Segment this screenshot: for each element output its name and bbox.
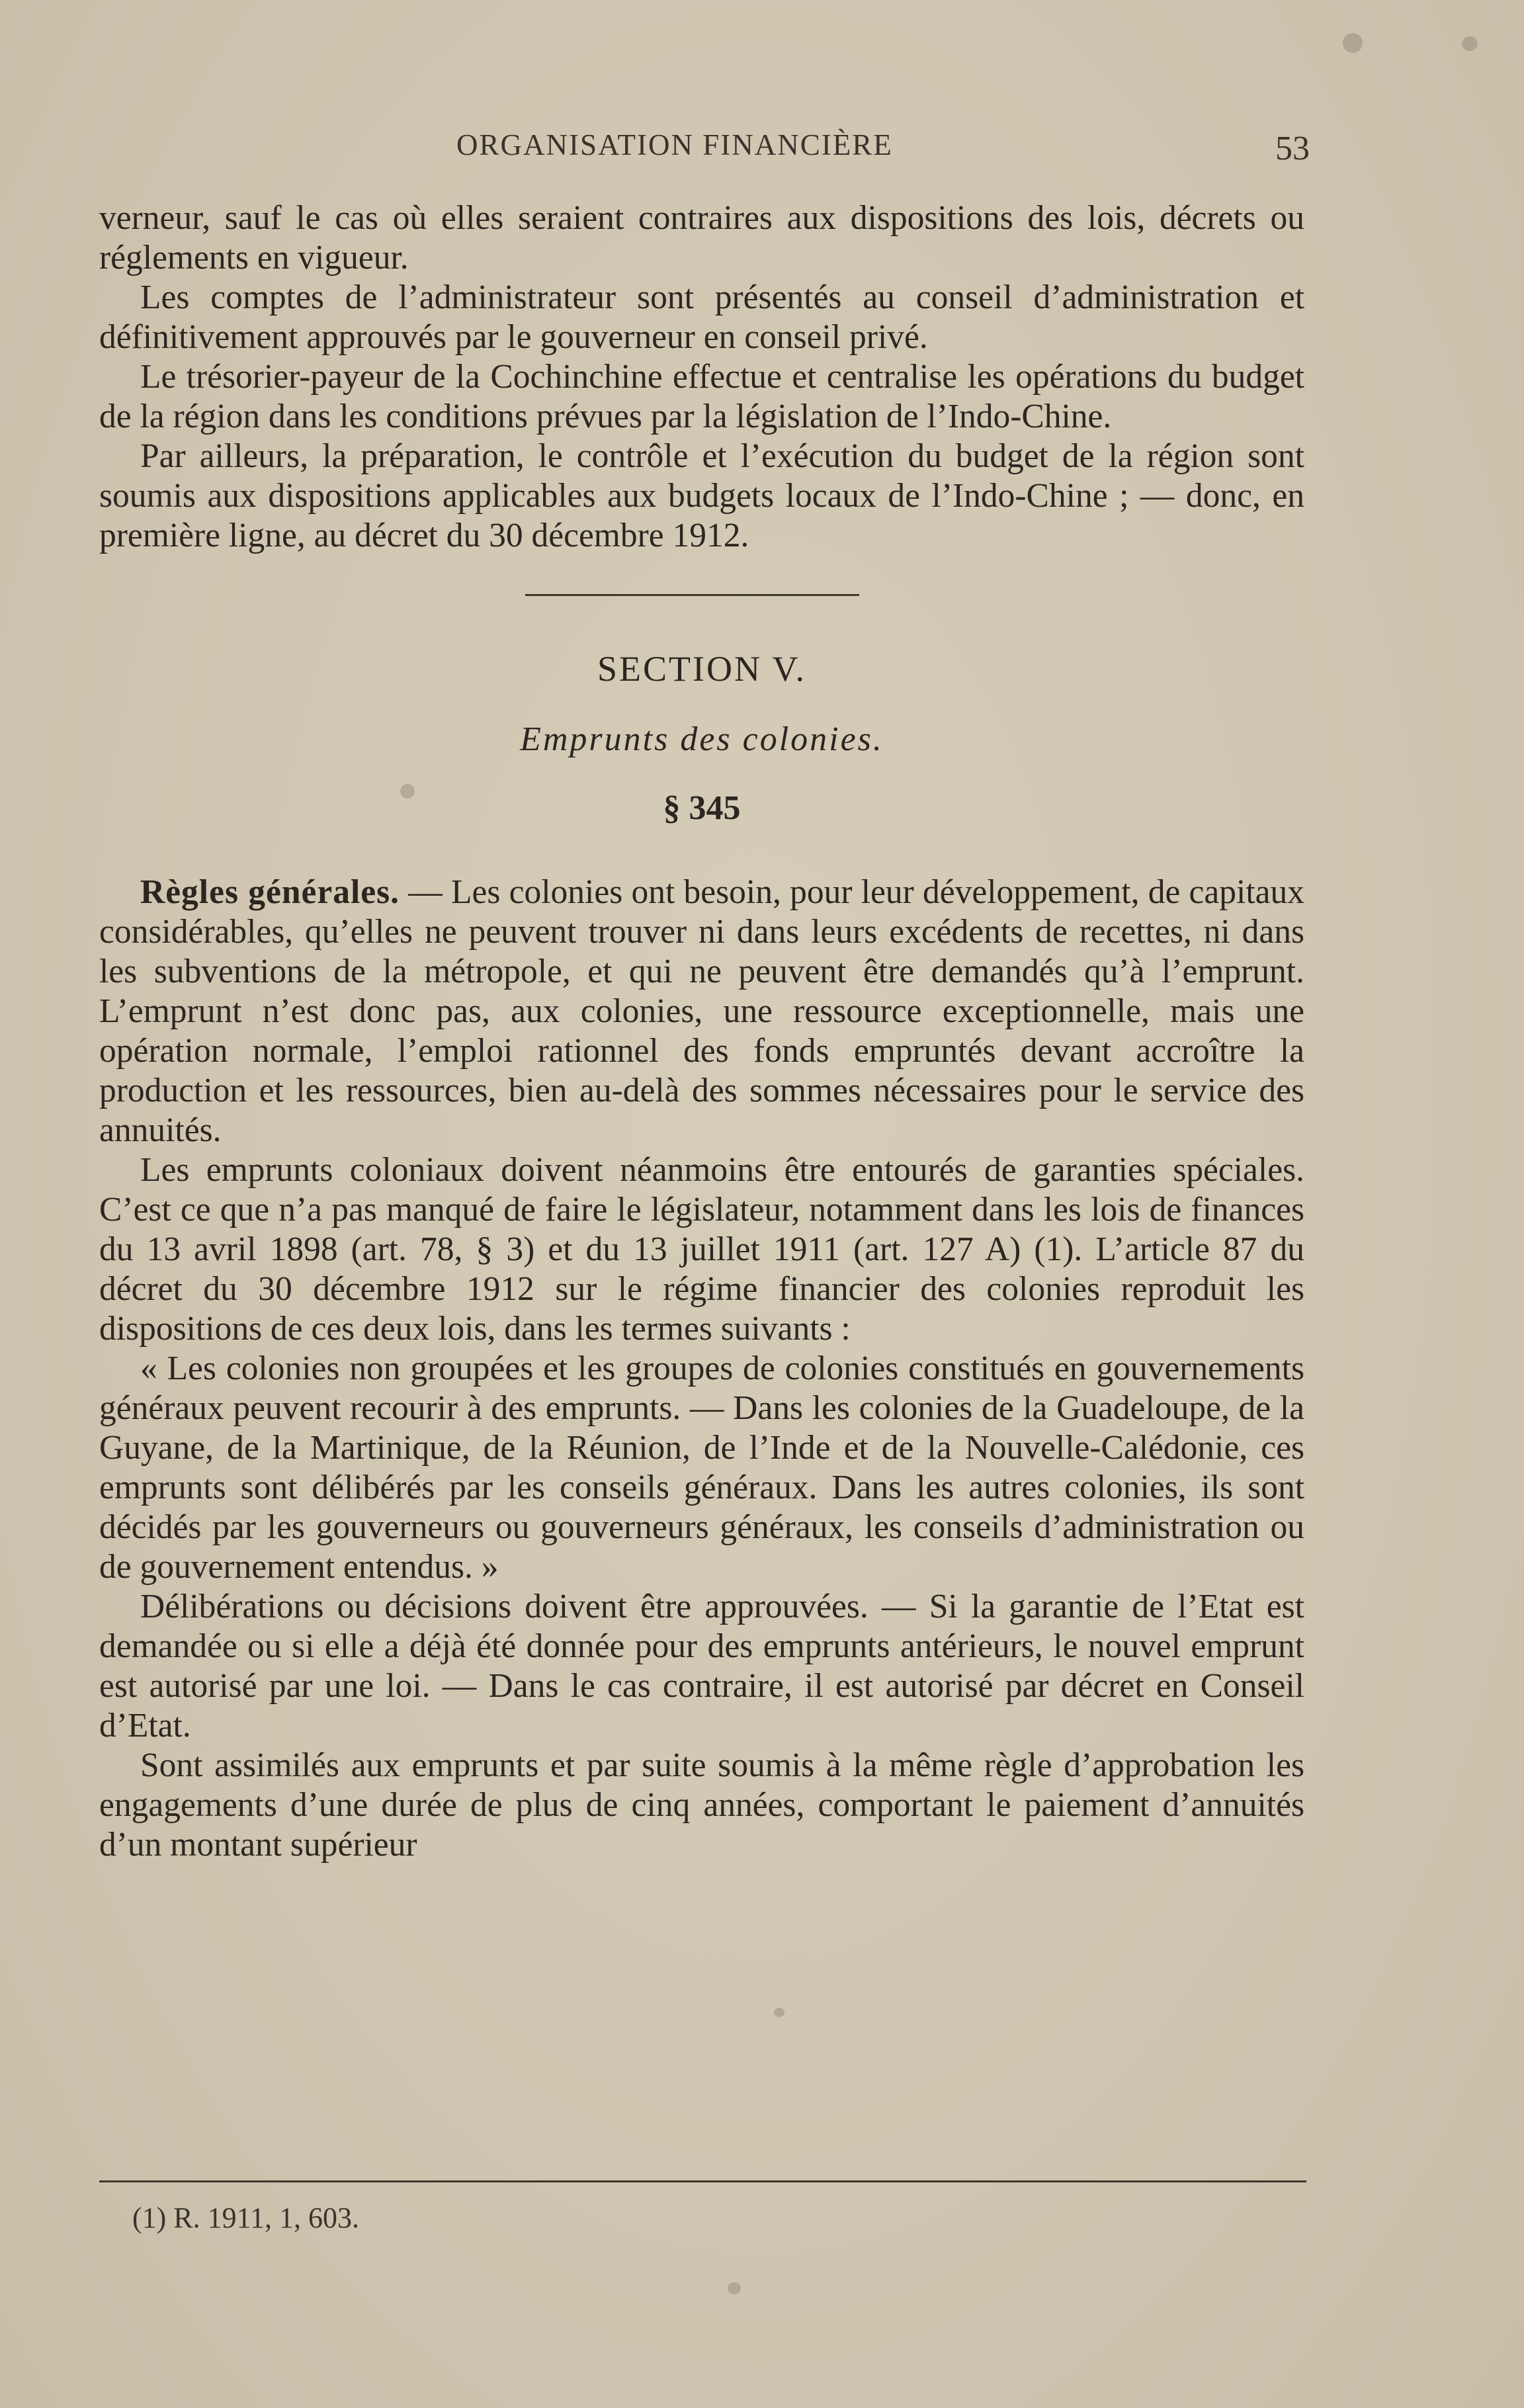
paragraph-number: § 345 (663, 789, 741, 827)
paragraph: Le trésorier-payeur de la Cochinchine effectue et centralise les opérations du budget de la région dans les conditions prévues par la législation de l’Indo-Chine. (99, 358, 1304, 435)
section-divider (525, 594, 859, 596)
paragraph: Les comptes de l’administrateur sont présentés au conseil d’administration et définitivement approuvés par le gouverneur en conseil privé. (99, 279, 1304, 356)
running-title: ORGANISATION FINANCIÈRE (456, 128, 893, 161)
paragraph: Sont assimilés aux emprunts et par suite soumis à la même règle d’approbation les engagements d’une durée de plus de cinq années, comportant le paiement d’annuités d’un montant supérieur (99, 1746, 1304, 1864)
section-title: SECTION V. (597, 649, 807, 689)
paragraph (99, 873, 1304, 1150)
paper-speck (728, 2282, 741, 2294)
footnote-divider (99, 2180, 1306, 2182)
page-header (456, 122, 1310, 175)
paragraph: Délibérations ou décisions doivent être approuvées. — Si la garantie de l’Etat est demandée ou si elle a déjà été donnée pour des emprunts antérieurs, le nouvel emprunt est autorisé par une loi. — Dans le cas contraire, il est autorisé par décret en Conseil d’Etat. (99, 1588, 1304, 1744)
paragraph-text: — Les colonies ont besoin, pour leur développement, de capitaux considérables, qu’elles ne peuvent trouver ni dans leurs excédents de recettes, ni dans les subventions de la métropole, et qui ne peuvent être demandés qu’à l’emprunt. L’emprunt n’est donc pas, aux colonies, une ressource exceptionnelle, mais une opération normale, l’emploi rationnel des fonds empruntés devant accroître la production et les ressources, bien au-delà des sommes nécessaires pour le service des annuités. (99, 873, 1305, 1149)
page-number: 53 (1275, 130, 1310, 167)
page-body (99, 198, 1304, 1865)
paragraph: verneur, sauf le cas où elles seraient contraires aux dispositions des lois, décrets ou réglements en vigueur. (99, 199, 1304, 277)
paper-speck (1462, 36, 1478, 51)
section-subtitle: Emprunts des colonies. (520, 720, 884, 758)
paragraph-lead: Règles générales. (140, 873, 400, 911)
paragraph: Par ailleurs, la préparation, le contrôle et l’exécution du budget de la région sont soumis aux dispositions applicables aux budgets locaux de l’Indo-Chine ; — donc, en première ligne, au décret du 30 décembre 1912. (99, 437, 1304, 554)
paragraph: Les emprunts coloniaux doivent néanmoins être entourés de garanties spéciales. C’est ce que n’a pas manqué de faire le législateur, notamment dans les lois de finances du 13 avril 1898 (art. 78, § 3) et du 13 juillet 1911 (art. 127 A) (1). L’article 87 du décret du 30 décembre 1912 sur le régime financier des colonies reproduit les dispositions de ces deux lois, dans les termes suivants : (99, 1151, 1304, 1348)
footnote: (1) R. 1911, 1, 603. (132, 2202, 360, 2234)
paper-speck (1343, 33, 1363, 53)
paper-speck (774, 2008, 784, 2017)
paragraph: « Les colonies non groupées et les groupes de colonies constitués en gouvernements généraux peuvent recourir à des emprunts. — Dans les colonies de la Guadeloupe, de la Guyane, de la Martinique, de la Réunion, de l’Inde et de la Nouvelle-Calédonie, ces emprunts sont délibérés par les conseils généraux. Dans les autres colonies, ils sont décidés par les gouverneurs ou gouverneurs généraux, les conseils d’administration ou de gouvernement entendus. » (99, 1350, 1304, 1586)
